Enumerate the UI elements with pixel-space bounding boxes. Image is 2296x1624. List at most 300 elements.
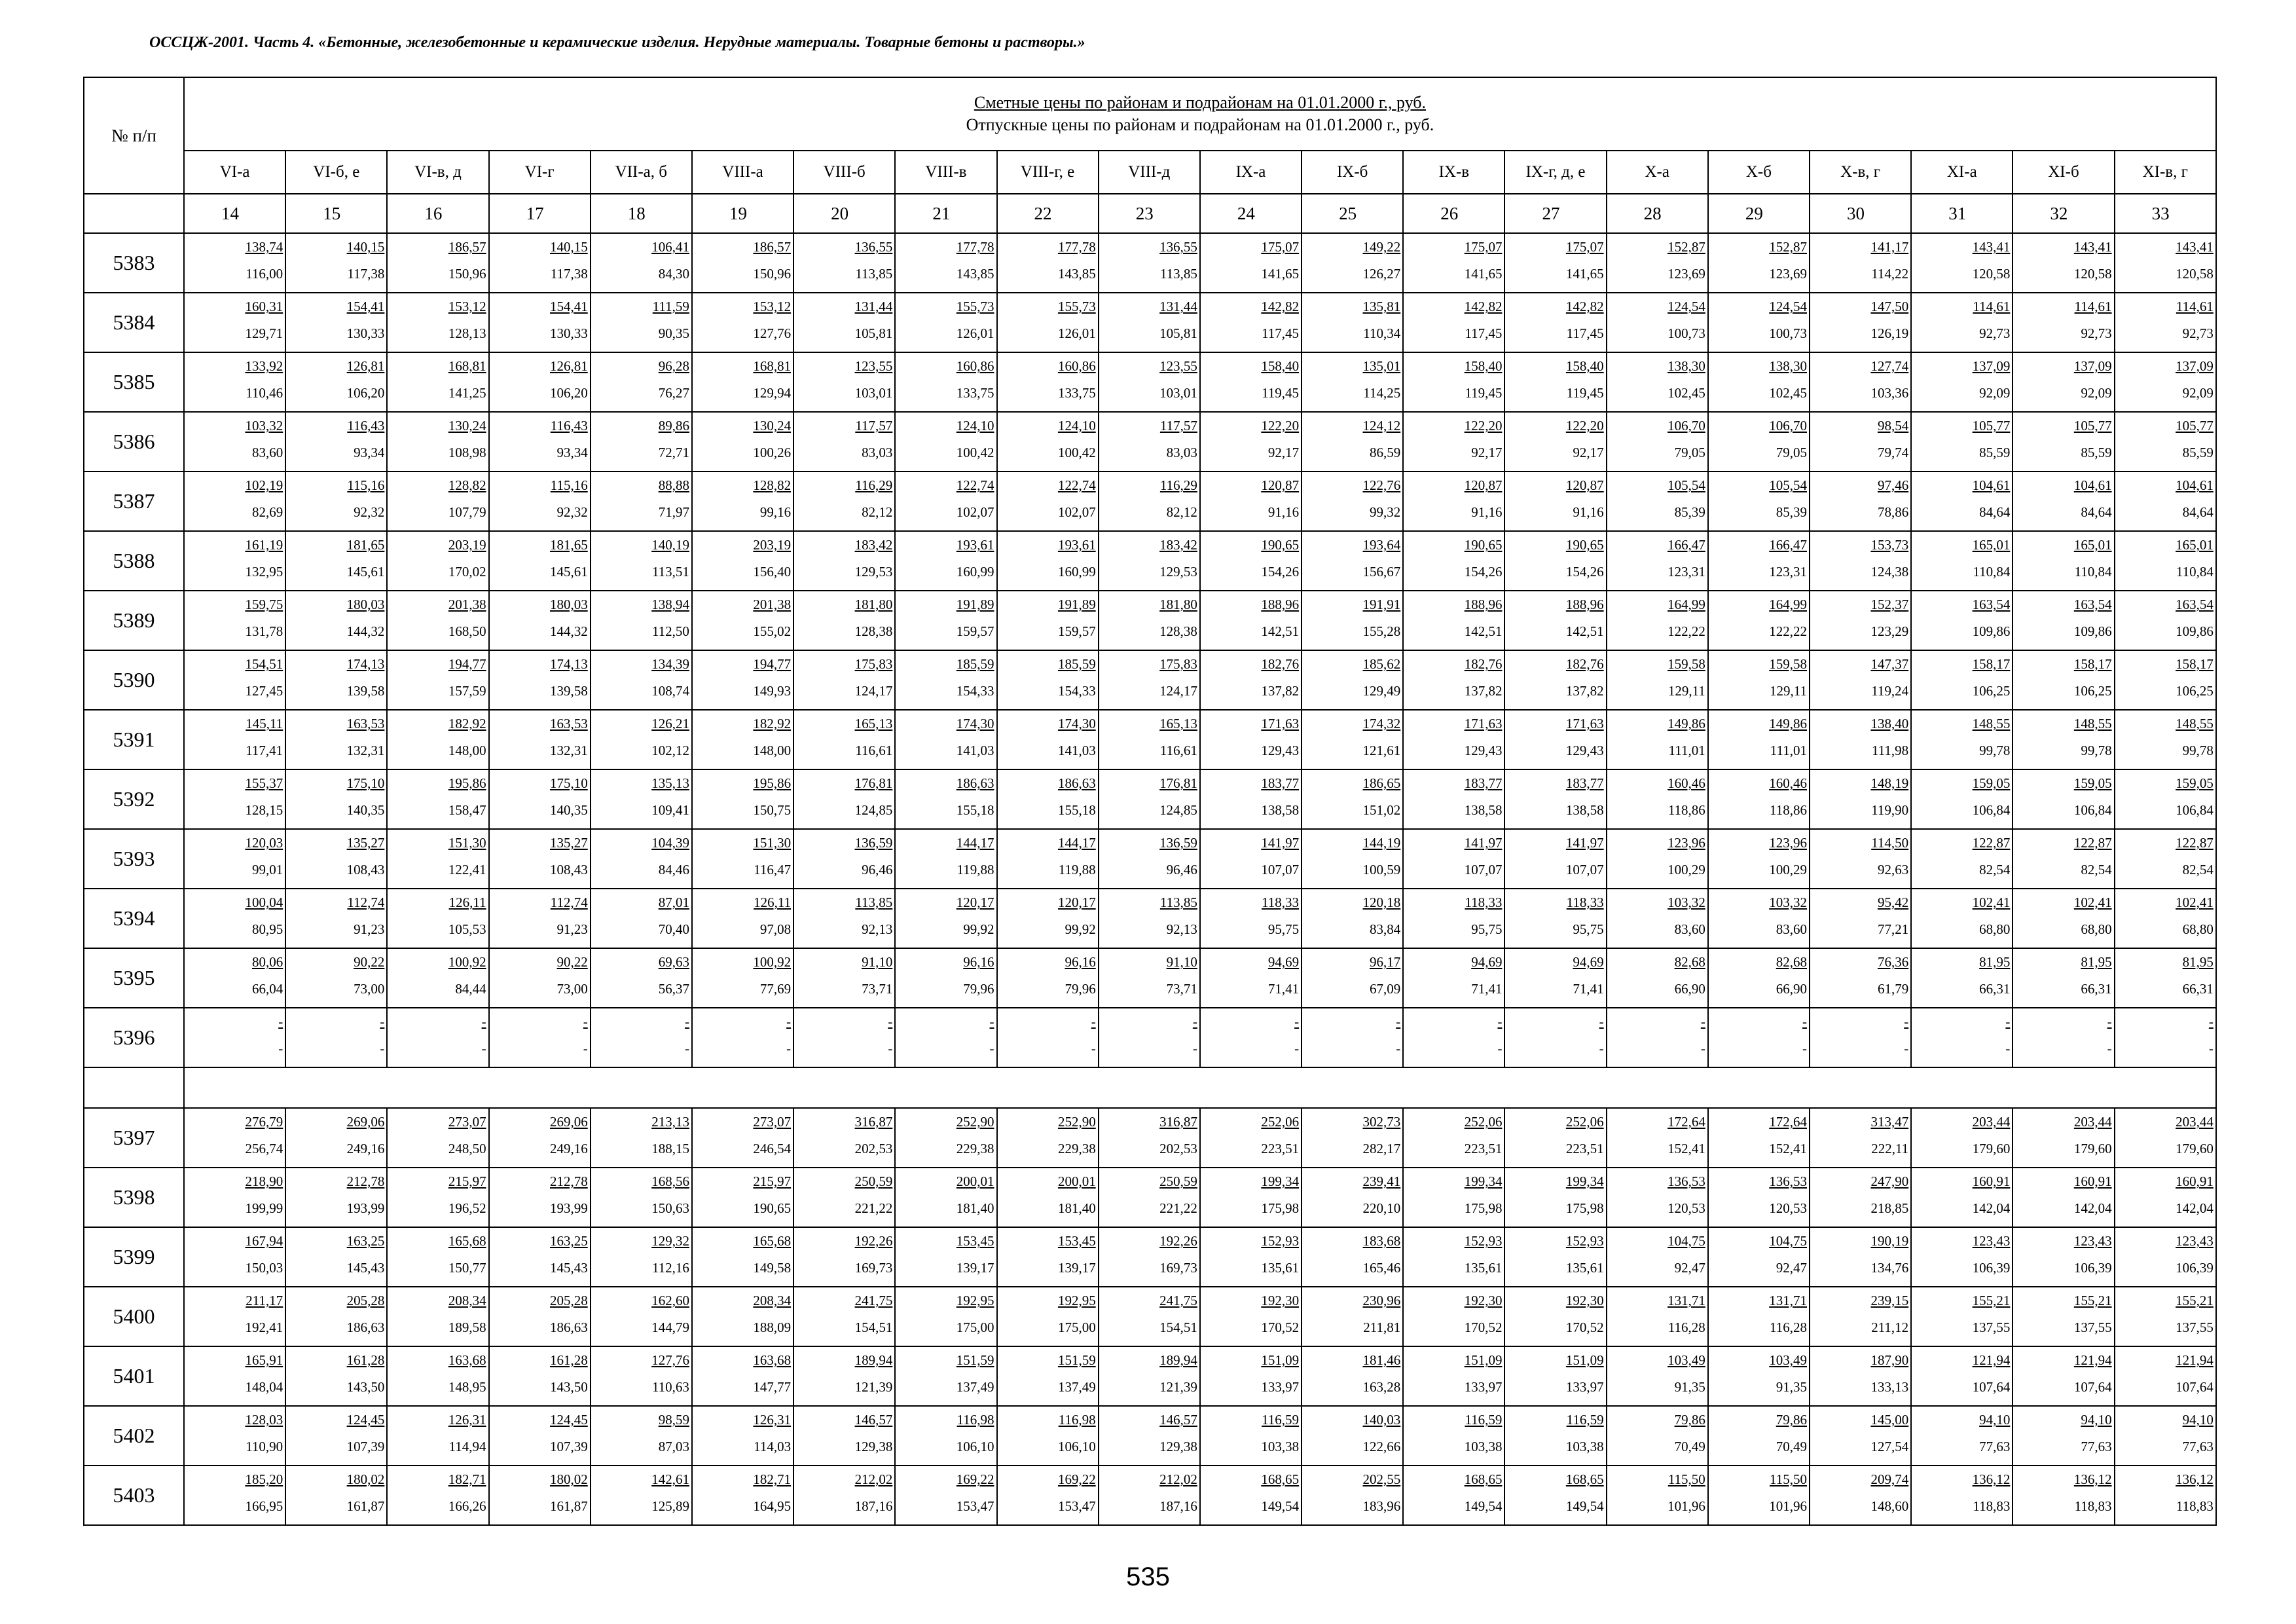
release-price: 92,13 — [862, 921, 893, 937]
district-header: VI-в, д — [387, 151, 488, 194]
release-price: 92,17 — [1573, 445, 1604, 460]
district-header: VI-г — [489, 151, 591, 194]
estimated-price: 152,37 — [1870, 597, 1909, 612]
price-cell — [1099, 650, 1200, 710]
price-cell — [2013, 948, 2114, 1008]
district-header: VIII-а — [692, 151, 793, 194]
price-cell — [285, 710, 387, 769]
estimated-price: - — [1700, 1014, 1705, 1029]
price-cell — [489, 233, 591, 293]
estimated-price: 181,80 — [1159, 597, 1197, 612]
release-price: 97,08 — [759, 921, 792, 937]
price-cell — [1200, 1008, 1302, 1067]
estimated-price: 82,68 — [1776, 954, 1807, 970]
estimated-price: 116,43 — [550, 418, 588, 434]
release-price: 129,53 — [1159, 564, 1197, 580]
estimated-price: 168,81 — [753, 358, 792, 374]
estimated-price: 158,40 — [1565, 358, 1604, 374]
price-cell — [591, 233, 692, 293]
release-price: 99,92 — [963, 921, 994, 937]
estimated-price: 182,92 — [448, 716, 486, 731]
release-price: 148,60 — [1870, 1498, 1909, 1514]
estimated-price: 181,65 — [550, 537, 588, 553]
estimated-price: 116,59 — [1262, 1412, 1300, 1428]
price-cell — [793, 233, 895, 293]
estimated-price: 193,64 — [1362, 537, 1401, 553]
release-price: 68,80 — [2081, 921, 2112, 937]
estimated-price: 122,20 — [1565, 418, 1604, 434]
estimated-price: 105,77 — [2073, 418, 2112, 434]
estimated-price: 189,94 — [854, 1352, 893, 1368]
price-cell — [1200, 948, 1302, 1008]
price-cell — [1200, 471, 1302, 531]
table-row — [84, 471, 2216, 531]
estimated-price: 183,42 — [854, 537, 893, 553]
release-price: 70,49 — [1674, 1439, 1705, 1454]
estimated-price: 230,96 — [1362, 1293, 1401, 1308]
price-cell — [692, 1346, 793, 1406]
price-cell — [997, 471, 1099, 531]
release-price: 109,86 — [2073, 623, 2112, 639]
release-price: 132,31 — [550, 743, 588, 758]
release-price: 143,50 — [346, 1379, 385, 1395]
estimated-price: - — [989, 1014, 994, 1029]
estimated-price: 126,31 — [448, 1412, 486, 1428]
price-cell — [1810, 591, 1911, 650]
estimated-price: 140,15 — [550, 239, 588, 255]
price-cell — [285, 233, 387, 293]
release-price: 82,12 — [862, 504, 893, 520]
estimated-price: 136,12 — [2176, 1471, 2214, 1487]
price-cell — [1200, 1287, 1302, 1346]
estimated-price: 165,91 — [245, 1352, 283, 1368]
release-price: - — [1192, 1041, 1197, 1056]
estimated-price: 195,86 — [448, 775, 486, 791]
estimated-price: 155,73 — [956, 299, 994, 314]
estimated-price: 155,73 — [1057, 299, 1096, 314]
estimated-price: 215,97 — [753, 1173, 792, 1189]
price-cell — [793, 769, 895, 829]
price-cell — [1403, 471, 1504, 531]
release-price: 145,61 — [346, 564, 385, 580]
price-cell — [184, 889, 285, 948]
release-price: - — [989, 1041, 994, 1056]
price-cell — [1911, 412, 2013, 471]
release-price: 124,17 — [854, 683, 893, 699]
release-price: 137,82 — [1565, 683, 1604, 699]
release-price: 116,61 — [1159, 743, 1197, 758]
release-price: 79,05 — [1674, 445, 1705, 460]
price-cell — [1200, 769, 1302, 829]
estimated-price: 185,59 — [956, 656, 994, 672]
price-cell — [692, 1287, 793, 1346]
price-cell — [591, 1227, 692, 1287]
price-cell — [184, 1227, 285, 1287]
estimated-price: - — [583, 1014, 588, 1029]
release-price: 127,54 — [1870, 1439, 1909, 1454]
price-cell — [997, 412, 1099, 471]
price-cell — [1810, 650, 1911, 710]
estimated-price: 241,75 — [854, 1293, 893, 1308]
estimated-price: 181,46 — [1362, 1352, 1401, 1368]
estimated-price: 158,17 — [2073, 656, 2112, 672]
price-cell — [1504, 471, 1606, 531]
price-cell — [285, 1406, 387, 1466]
price-cell — [591, 531, 692, 591]
estimated-price: 188,96 — [1565, 597, 1604, 612]
estimated-price: 136,12 — [1972, 1471, 2011, 1487]
price-cell — [387, 352, 488, 412]
price-cell — [895, 352, 996, 412]
price-cell — [489, 471, 591, 531]
release-price: 100,73 — [1769, 325, 1807, 341]
release-price: 229,38 — [956, 1141, 994, 1156]
release-price: 153,47 — [1057, 1498, 1096, 1514]
release-price: 108,43 — [346, 862, 385, 877]
estimated-price: 131,71 — [1769, 1293, 1807, 1308]
release-price: 100,29 — [1769, 862, 1807, 877]
price-cell — [184, 293, 285, 352]
column-number: 26 — [1403, 194, 1504, 233]
estimated-price: 218,90 — [245, 1173, 283, 1189]
page-number: 535 — [1126, 1562, 1170, 1591]
estimated-price: 152,93 — [1261, 1233, 1300, 1249]
price-cell — [692, 1227, 793, 1287]
estimated-price: 123,96 — [1667, 835, 1705, 851]
release-price: 109,86 — [1972, 623, 2011, 639]
estimated-price: 82,68 — [1674, 954, 1705, 970]
table-row — [84, 769, 2216, 829]
estimated-price: 114,61 — [2074, 299, 2112, 314]
release-price: - — [380, 1041, 385, 1056]
district-header: IX-а — [1200, 151, 1302, 194]
price-cell — [1302, 1466, 1403, 1525]
district-header: VII-а, б — [591, 151, 692, 194]
estimated-price: 183,77 — [1261, 775, 1300, 791]
price-cell — [997, 1346, 1099, 1406]
release-price: 135,61 — [1565, 1260, 1604, 1276]
release-price: 137,49 — [956, 1379, 994, 1395]
release-price: 77,63 — [2182, 1439, 2214, 1454]
release-price: 183,96 — [1362, 1498, 1401, 1514]
estimated-price: 126,11 — [754, 895, 792, 910]
row-id: 5398 — [84, 1168, 184, 1227]
table-row — [84, 1108, 2216, 1168]
separator-cell — [184, 1067, 2216, 1108]
estimated-price: 135,27 — [550, 835, 588, 851]
estimated-price: 163,25 — [550, 1233, 588, 1249]
price-cell — [1810, 412, 1911, 471]
estimated-price: 122,87 — [2176, 835, 2214, 851]
release-price: 126,27 — [1362, 266, 1401, 282]
price-cell — [1099, 710, 1200, 769]
release-price: 107,07 — [1565, 862, 1604, 877]
estimated-price: 118,33 — [1566, 895, 1604, 910]
estimated-price: 171,63 — [1464, 716, 1503, 731]
estimated-price: 152,93 — [1565, 1233, 1604, 1249]
estimated-price: 208,34 — [448, 1293, 486, 1308]
release-price: 112,16 — [651, 1260, 689, 1276]
estimated-price: 160,31 — [245, 299, 283, 314]
estimated-price: 137,09 — [2176, 358, 2214, 374]
release-price: 109,86 — [2176, 623, 2214, 639]
release-price: 73,71 — [862, 981, 893, 997]
release-price: 137,82 — [1261, 683, 1300, 699]
estimated-price: - — [1192, 1014, 1197, 1029]
price-cell — [2013, 1008, 2114, 1067]
estimated-price: 120,03 — [245, 835, 283, 851]
table-row — [84, 412, 2216, 471]
estimated-price: 137,09 — [1972, 358, 2011, 374]
price-cell — [1911, 1168, 2013, 1227]
release-price: 71,97 — [658, 504, 689, 520]
release-price: 82,54 — [2081, 862, 2112, 877]
column-number: 19 — [692, 194, 793, 233]
price-cell — [1607, 1287, 1708, 1346]
release-price: 152,41 — [1769, 1141, 1807, 1156]
price-cell — [2013, 710, 2114, 769]
price-cell — [1099, 769, 1200, 829]
release-price: 154,33 — [1057, 683, 1096, 699]
column-number: 31 — [1911, 194, 2013, 233]
release-price: 108,43 — [550, 862, 588, 877]
release-price: 129,94 — [753, 385, 792, 401]
estimated-price: 316,87 — [854, 1114, 893, 1130]
estimated-price: 155,21 — [1972, 1293, 2011, 1308]
price-cell — [1810, 948, 1911, 1008]
estimated-price: 183,42 — [1159, 537, 1197, 553]
price-cell — [285, 293, 387, 352]
release-price: 99,16 — [759, 504, 792, 520]
price-cell — [1200, 829, 1302, 889]
price-table — [83, 77, 2217, 1526]
estimated-price: 175,07 — [1565, 239, 1604, 255]
estimated-price: 138,40 — [1870, 716, 1909, 731]
price-cell — [1708, 650, 1810, 710]
table-row — [84, 352, 2216, 412]
release-price: 131,78 — [245, 623, 283, 639]
estimated-price: 164,99 — [1769, 597, 1807, 612]
release-price: 141,65 — [1261, 266, 1300, 282]
release-price: 142,51 — [1261, 623, 1300, 639]
estimated-price: 193,61 — [956, 537, 994, 553]
release-price: 84,44 — [455, 981, 486, 997]
price-cell — [997, 233, 1099, 293]
price-cell — [387, 1287, 488, 1346]
price-cell — [1708, 948, 1810, 1008]
price-cell — [793, 1466, 895, 1525]
estimated-price: 190,65 — [1464, 537, 1503, 553]
estimated-price: 97,46 — [1877, 477, 1909, 493]
price-cell — [692, 591, 793, 650]
estimated-price: - — [380, 1014, 385, 1029]
release-price: 161,87 — [346, 1498, 385, 1514]
estimated-price: 146,57 — [1159, 1412, 1197, 1428]
release-price: 150,96 — [753, 266, 792, 282]
estimated-price: 115,50 — [1770, 1471, 1807, 1487]
price-cell — [1403, 650, 1504, 710]
release-price: 73,00 — [556, 981, 588, 997]
estimated-price: 80,06 — [251, 954, 283, 970]
price-cell — [1607, 889, 1708, 948]
release-price: 170,52 — [1565, 1320, 1604, 1335]
price-cell — [895, 829, 996, 889]
district-header: X-а — [1607, 151, 1708, 194]
price-cell — [285, 948, 387, 1008]
estimated-price: 182,76 — [1464, 656, 1503, 672]
price-cell — [1302, 1168, 1403, 1227]
estimated-price: 153,45 — [1057, 1233, 1096, 1249]
estimated-price: 105,77 — [2176, 418, 2214, 434]
release-price: 118,83 — [2074, 1498, 2112, 1514]
estimated-price: 140,03 — [1362, 1412, 1401, 1428]
price-cell — [895, 1346, 996, 1406]
release-price: 132,95 — [245, 564, 283, 580]
release-price: 159,57 — [1057, 623, 1096, 639]
estimated-price: 158,17 — [2176, 656, 2214, 672]
price-cell — [285, 591, 387, 650]
price-cell — [184, 948, 285, 1008]
price-cell — [1911, 293, 2013, 352]
price-cell — [2013, 1466, 2114, 1525]
estimated-price: 149,86 — [1769, 716, 1807, 731]
price-cell — [1810, 233, 1911, 293]
release-price: 193,99 — [550, 1200, 588, 1216]
estimated-price: 103,32 — [245, 418, 283, 434]
price-cell — [1810, 1287, 1911, 1346]
estimated-price: 104,39 — [651, 835, 689, 851]
price-cell — [2013, 233, 2114, 293]
release-price: 56,37 — [658, 981, 689, 997]
price-cell — [591, 650, 692, 710]
estimated-price: 120,87 — [1261, 477, 1300, 493]
column-number: 33 — [2115, 194, 2216, 233]
price-cell — [184, 1108, 285, 1168]
release-price: 110,34 — [1363, 325, 1401, 341]
row-id: 5394 — [84, 889, 184, 948]
estimated-price: 94,10 — [2182, 1412, 2214, 1428]
release-price: 127,76 — [753, 325, 792, 341]
price-cell — [1607, 293, 1708, 352]
price-cell — [1403, 1346, 1504, 1406]
release-price: - — [481, 1041, 486, 1056]
release-price: 106,25 — [1972, 683, 2011, 699]
estimated-price: 200,01 — [1057, 1173, 1096, 1189]
estimated-price: 127,76 — [651, 1352, 689, 1368]
price-cell — [387, 1227, 488, 1287]
price-cell — [895, 948, 996, 1008]
price-cell — [997, 1227, 1099, 1287]
price-cell — [387, 591, 488, 650]
release-price: 133,75 — [1057, 385, 1096, 401]
release-price: 129,43 — [1261, 743, 1300, 758]
table-row — [84, 889, 2216, 948]
release-price: 123,29 — [1870, 623, 1909, 639]
estimated-price: 120,18 — [1362, 895, 1401, 910]
column-number: 27 — [1504, 194, 1606, 233]
estimated-price: 175,07 — [1464, 239, 1503, 255]
estimated-price: 165,01 — [2073, 537, 2112, 553]
release-price: 126,01 — [956, 325, 994, 341]
price-cell — [997, 710, 1099, 769]
price-cell — [1403, 233, 1504, 293]
release-price: 150,75 — [753, 802, 792, 818]
release-price: 87,03 — [658, 1439, 689, 1454]
estimated-price: 127,74 — [1870, 358, 1909, 374]
release-price: - — [1599, 1041, 1604, 1056]
estimated-price: - — [278, 1014, 283, 1029]
price-cell — [1504, 591, 1606, 650]
release-price: 165,46 — [1362, 1260, 1401, 1276]
release-price: 123,69 — [1667, 266, 1705, 282]
release-price: 148,00 — [753, 743, 792, 758]
price-cell — [591, 1108, 692, 1168]
price-cell — [1504, 412, 1606, 471]
release-price: 142,04 — [1972, 1200, 2011, 1216]
estimated-price: 128,82 — [448, 477, 486, 493]
price-cell — [1810, 1466, 1911, 1525]
release-price: 100,42 — [1057, 445, 1096, 460]
release-price: 199,99 — [245, 1200, 283, 1216]
price-cell — [1911, 1287, 2013, 1346]
price-cell — [1403, 412, 1504, 471]
release-price: 95,75 — [1267, 921, 1300, 937]
estimated-price: - — [684, 1014, 689, 1029]
release-price: 211,12 — [1871, 1320, 1909, 1335]
price-cell — [285, 829, 387, 889]
price-cell — [1607, 1406, 1708, 1466]
price-cell — [591, 1346, 692, 1406]
release-price: 130,33 — [346, 325, 385, 341]
estimated-price: 302,73 — [1362, 1114, 1401, 1130]
release-price: 82,54 — [2182, 862, 2214, 877]
release-price: 142,51 — [1464, 623, 1503, 639]
release-price: 151,02 — [1362, 802, 1401, 818]
release-price: 101,96 — [1667, 1498, 1705, 1514]
price-cell — [184, 1008, 285, 1067]
estimated-price: 192,30 — [1261, 1293, 1300, 1308]
price-cell — [2013, 352, 2114, 412]
release-price: 92,32 — [556, 504, 588, 520]
estimated-price: 148,55 — [2073, 716, 2112, 731]
price-cell — [1708, 1466, 1810, 1525]
release-price: 122,22 — [1667, 623, 1705, 639]
release-price: 154,33 — [956, 683, 994, 699]
estimated-price: 167,94 — [245, 1233, 283, 1249]
estimated-price: 175,83 — [854, 656, 893, 672]
estimated-price: 183,77 — [1464, 775, 1503, 791]
release-price: 161,87 — [550, 1498, 588, 1514]
release-price: 143,85 — [1057, 266, 1096, 282]
price-cell — [1810, 889, 1911, 948]
release-price: 117,38 — [550, 266, 588, 282]
release-price: 114,03 — [754, 1439, 792, 1454]
price-cell — [2115, 412, 2216, 471]
price-cell — [1302, 1227, 1403, 1287]
release-price: 91,16 — [1573, 504, 1604, 520]
estimated-price: 151,09 — [1261, 1352, 1300, 1368]
release-price: 107,07 — [1261, 862, 1300, 877]
estimated-price: 122,74 — [1057, 477, 1096, 493]
price-cell — [2013, 1168, 2114, 1227]
estimated-price: 168,65 — [1261, 1471, 1300, 1487]
estimated-price: 201,38 — [448, 597, 486, 612]
release-price: 92,73 — [1979, 325, 2011, 341]
price-cell — [1504, 1466, 1606, 1525]
release-price: 99,78 — [2081, 743, 2112, 758]
release-price: 130,33 — [550, 325, 588, 341]
estimated-price: 165,13 — [1159, 716, 1197, 731]
